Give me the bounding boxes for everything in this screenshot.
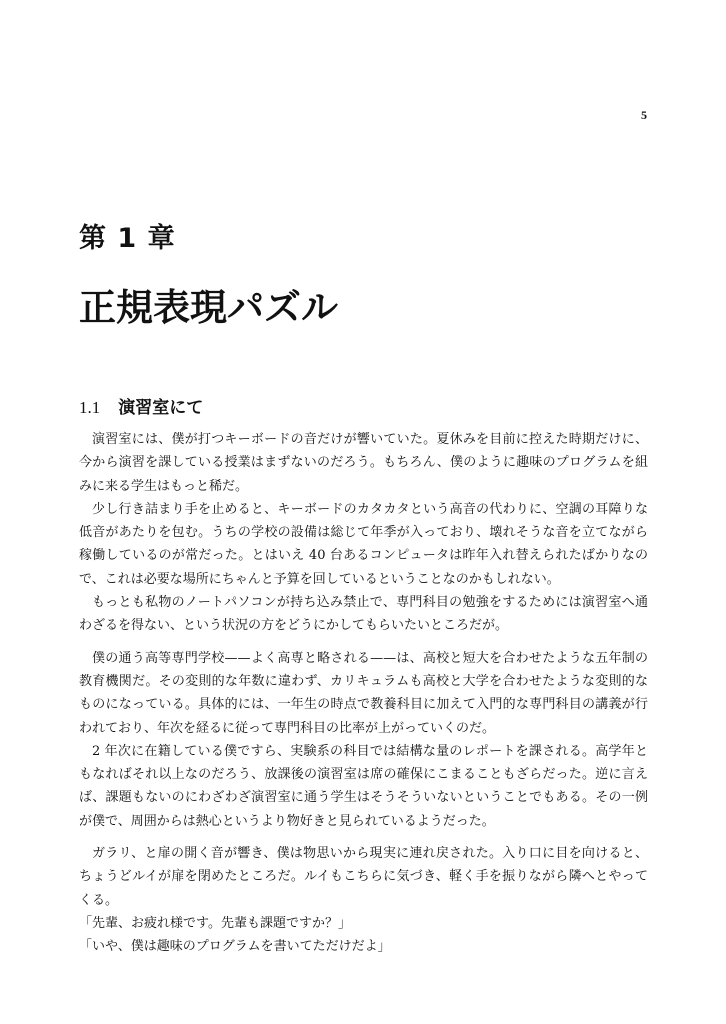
body-text: [79, 428, 648, 959]
chapter-title: 正規表現パズル: [79, 286, 338, 329]
paragraph: 2 年次に在籍している僕ですら、実験系の科目では結構な量のレポートを課される。高学年ともなればそれ以上なのだろう、放課後の演習室は席の確保にこまることもざらだった。逆に言えば、課題もないのにわざわざ演習室に通う学生はそうそういないということでもある。その一例が僕で、周囲からは熱心というより物好きと見られているようだった。: [79, 743, 648, 829]
paragraph: 演習室には、僕が打つキーボードの音だけが響いていた。夏休みを目前に控えた時期だけに、今から演習を課している授業はまずないのだろう。もちろん、僕のように趣味のプログラムを組みに来る学生はもっと稀だ。: [79, 432, 648, 494]
dialogue-line: 「いや、僕は趣味のプログラムを書いてただけだよ」: [79, 939, 391, 955]
paragraph: 僕の通う高等専門学校——よく高専と略される——は、高校と短大を合わせたような五年制の教育機関だ。その変則的な年数に違わず、カリキュラムも高校と大学を合わせたような変則的なものになっている。具体的には、一年生の時点で教養科目に加えて入門的な専門科目の講義が行われており、年次を経るに従って専門科目の比率が上がっていくのだ。: [79, 650, 648, 736]
section-title: 演習室にて: [118, 398, 204, 418]
paragraph: 少し行き詰まり手を止めると、キーボードのカタカタという高音の代わりに、空調の耳障りな低音があたりを包む。うちの学校の設備は総じて年季が入っており、壊れそうな音を立てながら稼働しているのが常だった。とはいえ 40 台あるコンピュータは昨年入れ替えられたばかりなので、これは必要な場所にちゃんと予算を回しているということなのかもしれない。: [79, 501, 648, 587]
section-number: 1.1: [79, 398, 101, 417]
paragraph: もっとも私物のノートパソコンが持ち込み禁止で、専門科目の勉強をするためには演習室へ通わざるを得ない、という状況の方をどうにかしてもらいたいところだが。: [79, 595, 648, 634]
page-number: 5: [641, 108, 647, 122]
dialogue-line: 「先輩、お疲れ様です。先輩も課題ですか？」: [79, 915, 351, 931]
chapter-label: 第 1 章: [79, 223, 176, 254]
paragraph: ガラリ、と扉の開く音が響き、僕は物思いから現実に連れ戻された。入り口に目を向けると、ちょうどルイが扉を閉めたところだ。ルイもこちらに気づき、軽く手を振りながら隣へとやってくる。: [79, 846, 648, 908]
section-heading: [79, 393, 203, 418]
